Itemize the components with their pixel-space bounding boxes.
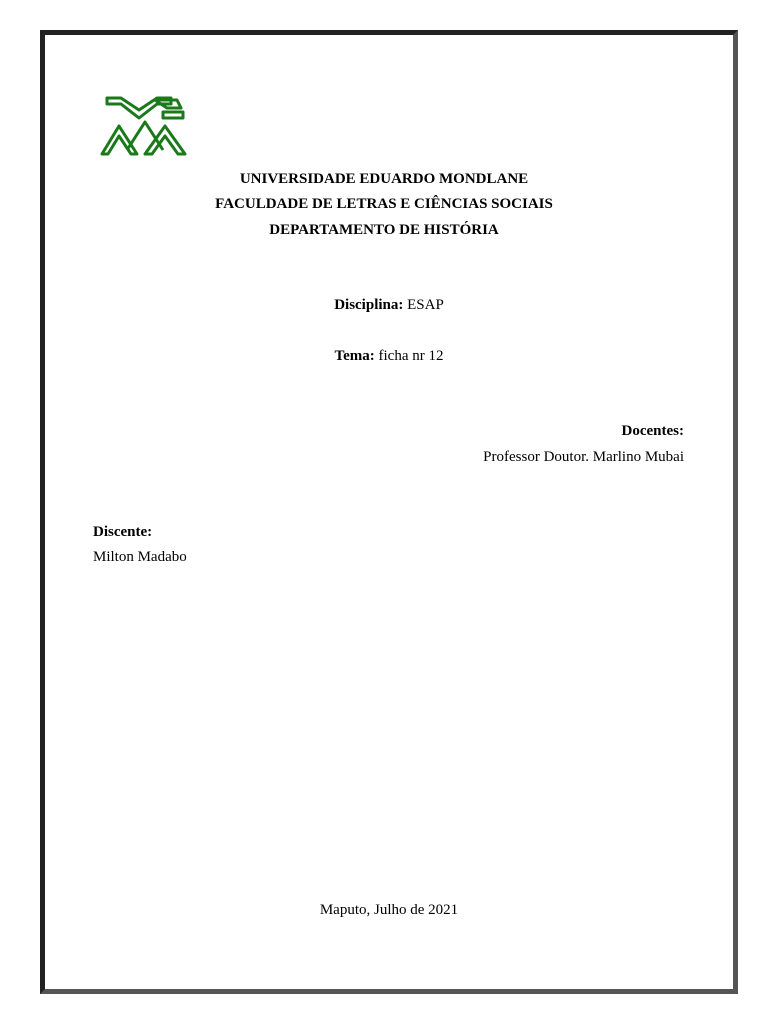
teachers-label: Docentes: [621,423,684,439]
university-logo-icon [99,94,189,158]
discipline-value: ESAP [407,297,444,313]
discipline-line [0,297,768,314]
theme-label: Tema: [334,348,375,364]
department-name: DEPARTAMENTO DE HISTÓRIA [269,222,499,238]
theme-value: ficha nr 12 [378,348,444,364]
place-date: Maputo, Julho de 2021 [319,902,459,918]
faculty-name: FACULDADE DE LETRAS E CIÊNCIAS SOCIAIS [215,196,553,212]
discipline-label: Disciplina: [334,297,404,313]
university-name: UNIVERSIDADE EDUARDO MONDLANE [239,171,529,187]
theme-line [0,348,768,365]
teachers-name: Professor Doutor. Marlino Mubai [483,449,684,465]
student-label: Discente: [93,524,153,540]
student-name: Milton Madabo [93,549,187,565]
